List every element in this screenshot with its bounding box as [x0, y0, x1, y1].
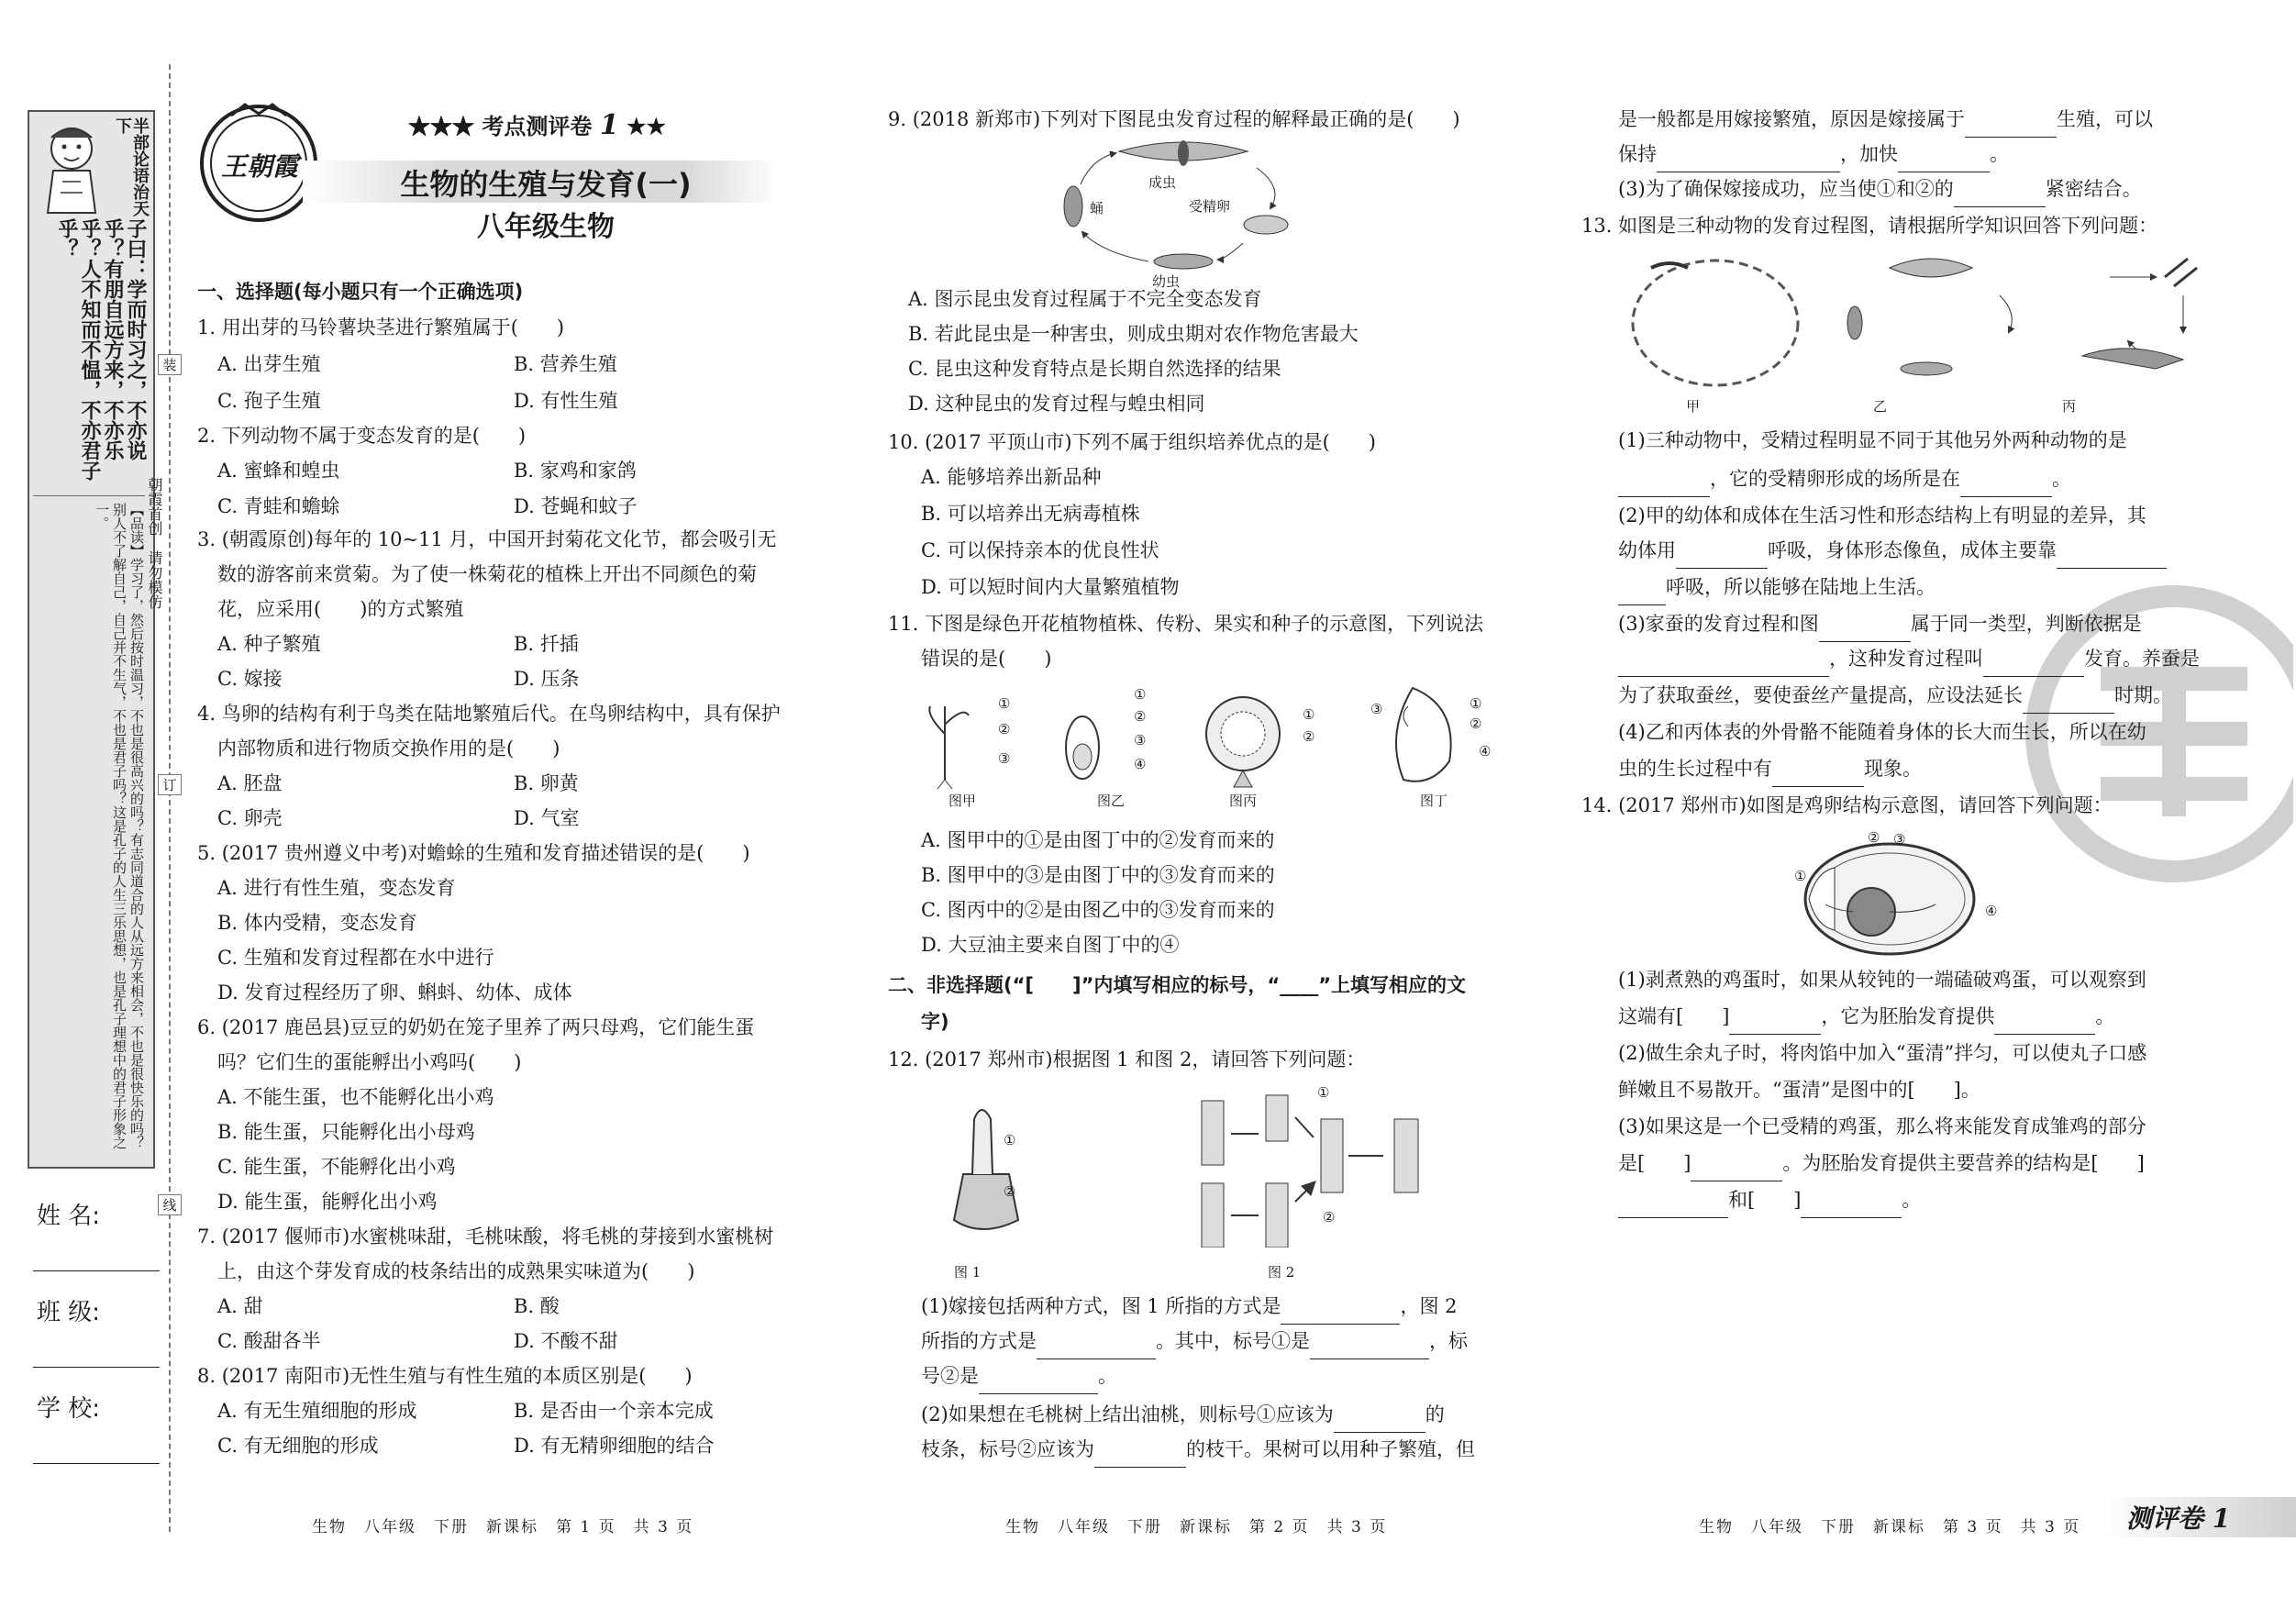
- q12-part2-line2: 枝条，标号②应该为 的枝干。果树可以用种子繁殖，但: [921, 1431, 1475, 1468]
- option-1a[interactable]: A. 出芽生殖: [217, 353, 321, 375]
- q13-part1-line1: (1)三种动物中，受精过程明显不同于其他另外两种动物的是: [1618, 429, 2127, 451]
- fig14-n2: ②: [1868, 829, 1880, 846]
- q14-part2-line1: (2)做生余丸子时，将肉馅中加入“蛋清”拌匀，可以使丸子口感: [1618, 1042, 2147, 1064]
- option-8b[interactable]: B. 是否由一个亲本完成: [514, 1400, 714, 1422]
- q13-part1-line2: ，它的受精卵形成的场所是在 。: [1618, 460, 2071, 497]
- option-7d[interactable]: D. 不酸不甜: [514, 1330, 618, 1352]
- question-3-line-2: 数的游客前来赏菊。为了使一株菊花的植株上开出不同颜色的菊: [217, 563, 757, 585]
- question-4-line-1: 4. 鸟卵的结构有利于鸟类在陆地繁殖后代。在鸟卵结构中，具有保护: [197, 703, 781, 725]
- question-7-line-2: 上，由这个芽发育成的枝条结出的成熟果实味道为( ): [217, 1260, 695, 1282]
- series-line: [408, 108, 666, 141]
- series-label: 考点测评卷: [482, 113, 593, 139]
- fig11-b-n3: ③: [1134, 732, 1147, 749]
- option-10d[interactable]: D. 可以短时间内大量繁殖植物: [921, 576, 1180, 598]
- fig11-b-n2: ②: [1134, 708, 1147, 725]
- fig11-a-n3: ③: [998, 750, 1011, 767]
- answer-blank[interactable]: [1037, 1335, 1156, 1359]
- fig11-d-n2: ②: [1470, 715, 1482, 732]
- footer-page-1: 生物 八年级 下册 新课标 第 1 页 共 3 页: [312, 1518, 694, 1536]
- question-6-line-1: 6. (2017 鹿邑县)豆豆的奶奶在笼子里养了两只母鸡，它们能生蛋: [197, 1016, 755, 1038]
- q12-cont-line2: 保持 ，加快 。: [1618, 136, 2009, 172]
- name-field[interactable]: [33, 1270, 160, 1271]
- cut-label-2: 订: [158, 774, 182, 795]
- footer-page-3: 生物 八年级 下册 新课标 第 3 页 共 3 页: [1699, 1518, 2081, 1536]
- answer-blank[interactable]: [1954, 183, 2046, 207]
- question-1: 1. 用出芽的马铃薯块茎进行繁殖属于( ): [197, 316, 565, 338]
- q12-part1-line3: 号②是 。: [921, 1358, 1117, 1394]
- sidebar-motto: 半部论语治天下: [113, 117, 150, 216]
- question-6-line-2: 吗？它们生的蛋能孵出小鸡吗( ): [217, 1051, 522, 1073]
- q13-part2-line3: 呼吸，所以能够在陆地上生活。: [1618, 569, 1936, 605]
- option-6d[interactable]: D. 能生蛋，能孵化出小鸡: [217, 1191, 438, 1213]
- option-8a[interactable]: A. 有无生殖细胞的形成: [217, 1400, 417, 1422]
- option-2c[interactable]: C. 青蛙和蟾蜍: [217, 495, 340, 517]
- option-2d[interactable]: D. 苍蝇和蚊子: [514, 495, 638, 517]
- figure-9-label-egg: 受精卵: [1189, 198, 1231, 215]
- option-4c[interactable]: C. 卵壳: [217, 807, 283, 829]
- cut-line: [169, 64, 171, 1532]
- q14-part1-line2: 这端有[ ] ，它为胚胎发育提供 。: [1618, 998, 2114, 1035]
- answer-blank[interactable]: [1281, 1300, 1400, 1325]
- figure-9-label-pupa: 蛹: [1090, 200, 1104, 216]
- q13-part3-line3: 为了获取蚕丝，要使蚕丝产量提高，应设法延长 时期。: [1618, 677, 2172, 714]
- question-10: 10. (2017 平顶山市)下列不属于组织培养优点的是( ): [888, 431, 1376, 453]
- question-7-line-1: 7. (2017 偃师市)水蜜桃味甜，毛桃味酸，将毛桃的芽接到水蜜桃树: [197, 1225, 774, 1248]
- class-label: 班 级:: [37, 1299, 101, 1326]
- figure-13-caption-b: 乙: [1873, 398, 1888, 415]
- q13-part2-line1: (2)甲的幼体和成体在生活习性和形态结构上有明显的差异，其: [1618, 505, 2146, 527]
- option-8c[interactable]: C. 有无细胞的形成: [217, 1435, 379, 1457]
- q14-part1-line1: (1)剥煮熟的鸡蛋时，如果从较钝的一端磕破鸡蛋，可以观察到: [1618, 969, 2146, 991]
- figure-9-insect-cycle: [1037, 133, 1330, 289]
- q13-part2-line2: 幼体用 呼吸，身体形态像鱼，成体主要靠: [1618, 532, 2167, 569]
- class-field[interactable]: [33, 1367, 160, 1368]
- option-11c[interactable]: C. 图丙中的②是由图乙中的③发育而来的: [921, 899, 1275, 921]
- option-9d[interactable]: D. 这种昆虫的发育过程与蝗虫相同: [908, 393, 1205, 415]
- option-11a[interactable]: A. 图甲中的①是由图丁中的②发育而来的: [921, 829, 1275, 851]
- question-12: 12. (2017 郑州市)根据图 1 和图 2，请回答下列问题：: [888, 1048, 1366, 1070]
- figure-12-caption-1: 图 1: [954, 1264, 982, 1281]
- q12-part2-line1: (2)如果想在毛桃树上结出油桃，则标号①应该为 的: [921, 1396, 1445, 1433]
- logo-text: 王朝霞: [220, 151, 298, 182]
- figure-13-caption-c: 丙: [2062, 398, 2077, 415]
- question-11-line-1: 11. 下图是绿色开花植物植株、传粉、果实和种子的示意图，下列说法: [888, 613, 1484, 635]
- fig14-n4: ④: [1985, 903, 1998, 919]
- fig12-2-n2: ②: [1323, 1209, 1336, 1225]
- option-5d[interactable]: D. 发育过程经历了卵、蝌蚪、幼体、成体: [217, 981, 572, 1004]
- option-9a[interactable]: A. 图示昆虫发育过程属于不完全变态发育: [908, 288, 1262, 310]
- option-1d[interactable]: D. 有性生殖: [514, 390, 618, 412]
- sidebar-reading: 【品读】学习了，然后按时温习，不也是很高兴的吗？有志同道合的人从远方来相会，不也是很快乐的吗？别人不了解自己，自己并不生气，不也是君子吗？这是孔子的人生三乐思想，也是孔子理想中的君子形象之一。: [94, 503, 145, 1149]
- answer-blank[interactable]: [1691, 1157, 1782, 1181]
- option-10a[interactable]: A. 能够培养出新品种: [921, 466, 1102, 488]
- question-13: 13. 如图是三种动物的发育过程图，请根据所学知识回答下列问题：: [1581, 215, 2158, 237]
- q13-part3-line1: (3)家蚕的发育过程和图 属于同一类型，判断依据是: [1618, 605, 2142, 642]
- question-3-line-1: 3. (朝霞原创)每年的 10~11 月，中国开封菊花文化节，都会吸引无: [197, 528, 777, 550]
- answer-blank[interactable]: [1898, 148, 1990, 172]
- series-number: 1: [599, 109, 619, 141]
- answer-blank[interactable]: [1618, 1193, 1728, 1218]
- option-2b[interactable]: B. 家鸡和家鸽: [514, 460, 637, 482]
- cut-label-3: 线: [158, 1194, 182, 1215]
- figure-11-caption-d: 图丁: [1420, 793, 1448, 809]
- fig11-d-n1: ①: [1470, 695, 1482, 712]
- figure-11-caption-a: 图甲: [948, 793, 977, 809]
- page-subtitle: 八年级生物: [477, 211, 615, 243]
- option-5b[interactable]: B. 体内受精，变态发育: [217, 912, 417, 934]
- option-7a[interactable]: A. 甜: [217, 1295, 263, 1317]
- fig14-n3: ③: [1893, 831, 1906, 848]
- section-2-heading-line-1: 二、非选择题(“[ ]”内填写相应的标号，“____”上填写相应的文: [888, 974, 1466, 996]
- answer-blank[interactable]: [1965, 113, 2057, 138]
- figure-13-life-cycles: [1614, 250, 2211, 405]
- fig11-b-n1: ①: [1134, 686, 1147, 703]
- q14-part3-line3: 和[ ] 。: [1618, 1181, 1921, 1218]
- answer-blank[interactable]: [1310, 1335, 1429, 1359]
- answer-blank[interactable]: [1819, 617, 1911, 642]
- page-title: 生物的生殖与发育(一): [400, 167, 692, 202]
- answer-blank[interactable]: [1994, 1010, 2095, 1035]
- option-9b[interactable]: B. 若此昆虫是一种害虫，则成虫期对农作物危害最大: [908, 323, 1359, 345]
- question-8: 8. (2017 南阳市)无性生殖与有性生殖的本质区别是( ): [197, 1365, 693, 1387]
- question-2: 2. 下列动物不属于变态发育的是( ): [197, 425, 527, 447]
- fig11-a-n1: ①: [998, 695, 1011, 712]
- figure-12-grafting: [917, 1082, 1468, 1248]
- figure-9-label-larva: 幼虫: [1152, 273, 1181, 290]
- figure-13-caption-a: 甲: [1686, 398, 1701, 415]
- option-5a[interactable]: A. 进行有性生殖，变态发育: [217, 877, 456, 899]
- answer-blank[interactable]: [1801, 1193, 1902, 1218]
- option-7b[interactable]: B. 酸: [514, 1295, 560, 1317]
- school-label: 学 校:: [37, 1395, 101, 1423]
- option-3c[interactable]: C. 嫁接: [217, 668, 283, 690]
- option-10c[interactable]: C. 可以保持亲本的优良性状: [921, 539, 1159, 561]
- option-3d[interactable]: D. 压条: [514, 668, 580, 690]
- figure-11-caption-b: 图乙: [1097, 793, 1126, 809]
- answer-blank[interactable]: [1729, 1010, 1821, 1035]
- star-icon: ★★: [626, 113, 666, 139]
- footer-tag: 测评卷 1: [2126, 1503, 2231, 1534]
- fig14-n1: ①: [1794, 868, 1807, 884]
- sidebar-cartoon: [35, 117, 110, 216]
- answer-blank[interactable]: [1772, 762, 1864, 787]
- q13-part4-line1: (4)乙和丙体表的外骨骼不能随着身体的长大而生长，所以在幼: [1618, 721, 2146, 743]
- q12-part3: (3)为了确保嫁接成功，应当使①和②的 紧密结合。: [1618, 171, 2142, 207]
- option-4d[interactable]: D. 气室: [514, 807, 580, 829]
- q14-part3-line1: (3)如果这是一个已受精的鸡蛋，那么将来能发育成雏鸡的部分: [1618, 1115, 2146, 1137]
- option-7c[interactable]: C. 酸甜各半: [217, 1330, 321, 1352]
- option-9c[interactable]: C. 昆虫这种发育特点是长期自然选择的结果: [908, 358, 1281, 380]
- option-10b[interactable]: B. 可以培养出无病毒植株: [921, 503, 1140, 525]
- name-label: 姓 名:: [37, 1203, 101, 1230]
- question-9: 9. (2018 新郑市)下列对下图昆虫发育过程的解释最正确的是( ): [888, 108, 1460, 130]
- warning-note: 朝霞首创 请勿模仿: [146, 477, 163, 609]
- fig11-c-n2: ②: [1303, 728, 1315, 745]
- answer-blank[interactable]: [979, 1370, 1098, 1394]
- answer-blank[interactable]: [1983, 652, 2084, 677]
- question-11-line-2: 错误的是( ): [921, 648, 1052, 670]
- answer-blank[interactable]: [1657, 148, 1840, 172]
- option-11d[interactable]: D. 大豆油主要来自图丁中的④: [921, 934, 1180, 956]
- figure-11-caption-c: 图丙: [1229, 793, 1258, 809]
- fig11-b-n4: ④: [1134, 756, 1147, 772]
- q14-part3-line2: 是[ ] 。为胚胎发育提供主要营养的结构是[ ]: [1618, 1145, 2145, 1181]
- option-3a[interactable]: A. 种子繁殖: [217, 633, 321, 655]
- school-field[interactable]: [33, 1463, 160, 1464]
- figure-9-label-adult: 成虫: [1148, 174, 1177, 191]
- answer-blank[interactable]: [1094, 1443, 1186, 1468]
- question-14: 14. (2017 郑州市)如图是鸡卵结构示意图，请回答下列问题：: [1581, 794, 2113, 816]
- fig11-a-n2: ②: [998, 721, 1011, 738]
- option-8d[interactable]: D. 有无精卵细胞的结合: [514, 1435, 715, 1457]
- q14-part2-line2: 鲜嫩且不易散开。“蛋清”是图中的[ ]。: [1618, 1079, 1980, 1101]
- q12-cont-line1: 是一般都是用嫁接繁殖，原因是嫁接属于 生殖，可以: [1618, 101, 2153, 138]
- option-2a[interactable]: A. 蜜蜂和蝗虫: [217, 460, 340, 482]
- answer-blank[interactable]: [1618, 472, 1710, 497]
- section-1-heading: 一、选择题(每小题只有一个正确选项): [197, 281, 524, 303]
- fig11-d-n3: ③: [1370, 701, 1383, 717]
- figure-14-egg: [1798, 826, 1981, 963]
- q13-part3-line2: ，这种发育过程叫 发育。养蚕是: [1618, 640, 2200, 677]
- question-5: 5. (2017 贵州遵义中考)对蟾蜍的生殖和发育描述错误的是( ): [197, 842, 750, 864]
- sidebar-quote: 子曰：学而时习之，不亦说乎？有朋自远方来，不亦乐乎？人不知而不愠，不亦君子乎？: [55, 218, 147, 481]
- option-6a[interactable]: A. 不能生蛋，也不能孵化出小鸡: [217, 1086, 494, 1108]
- q13-part4-line2: 虫的生长过程中有 现象。: [1618, 750, 1922, 787]
- figure-12-caption-2: 图 2: [1268, 1264, 1295, 1281]
- answer-blank[interactable]: [1960, 472, 2052, 497]
- fig11-d-n4: ④: [1479, 743, 1492, 760]
- cut-label-1: 装: [158, 354, 182, 375]
- answer-blank[interactable]: [2023, 689, 2114, 714]
- option-1b[interactable]: B. 营养生殖: [514, 353, 617, 375]
- answer-blank[interactable]: [1618, 652, 1829, 677]
- answer-blank[interactable]: [1618, 581, 1666, 605]
- option-11b[interactable]: B. 图甲中的③是由图丁中的③发育而来的: [921, 864, 1275, 886]
- q12-part1-line1: (1)嫁接包括两种方式，图 1 所指的方式是 ，图 2: [921, 1288, 1458, 1325]
- option-4b[interactable]: B. 卵黄: [514, 772, 579, 794]
- option-4a[interactable]: A. 胚盘: [217, 772, 283, 794]
- fig12-1-n2: ②: [1004, 1183, 1016, 1200]
- option-5c[interactable]: C. 生殖和发育过程都在水中进行: [217, 947, 494, 969]
- option-1c[interactable]: C. 孢子生殖: [217, 390, 321, 412]
- star-icon: ★★★: [408, 113, 474, 139]
- fig12-1-n1: ①: [1004, 1132, 1016, 1148]
- option-6c[interactable]: C. 能生蛋，不能孵化出小鸡: [217, 1156, 456, 1178]
- sidebar-divider: [33, 495, 145, 496]
- section-2-heading-line-2: 字): [921, 1011, 949, 1033]
- q12-part1-line2: 所指的方式是 。其中，标号①是 ，标: [921, 1323, 1468, 1359]
- answer-blank[interactable]: [2057, 544, 2167, 569]
- question-4-line-2: 内部物质和进行物质交换作用的是( ): [217, 738, 560, 760]
- answer-blank[interactable]: [1676, 544, 1768, 569]
- answer-blank[interactable]: [1334, 1408, 1425, 1433]
- question-3-line-3: 花，应采用( )的方式繁殖: [217, 598, 464, 620]
- option-6b[interactable]: B. 能生蛋，只能孵化出小母鸡: [217, 1121, 475, 1143]
- fig12-2-n1: ①: [1317, 1084, 1330, 1101]
- fig11-c-n1: ①: [1303, 706, 1315, 723]
- option-3b[interactable]: B. 扦插: [514, 633, 579, 655]
- footer-page-2: 生物 八年级 下册 新课标 第 2 页 共 3 页: [1005, 1518, 1388, 1536]
